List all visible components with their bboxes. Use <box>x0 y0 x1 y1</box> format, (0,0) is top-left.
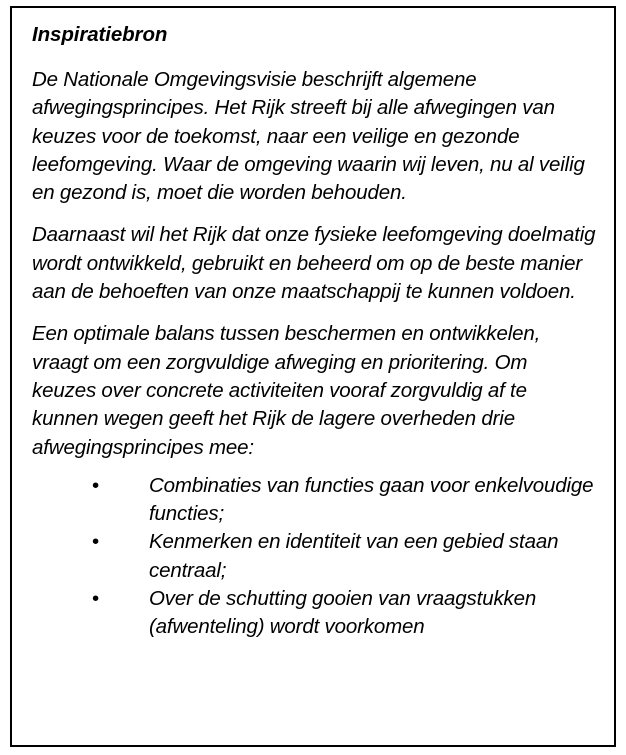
callout-paragraph-1: De Nationale Omgevingsvisie beschrijft algemene afwegingsprincipes. Het Rijk streeft bij alle afwegingen van keuzes voor de toekomst, naar een veilige en gezonde leefomgeving. Waar de omgeving waarin wij leven, nu al veilig en gezond is, moet die worden behouden. <box>32 68 585 205</box>
callout-paragraph-2: Daarnaast wil het Rijk dat onze fysieke leefomgeving doelmatig wordt ontwikkeld, gebruikt en beheerd om op de beste manier aan de behoeften van onze maatschappij te kunnen voldoen. <box>32 223 596 304</box>
bullet-icon: • <box>92 530 100 554</box>
afwegingsprincipes-list <box>32 472 596 642</box>
bullet-icon: • <box>92 473 100 497</box>
callout-content <box>12 8 614 652</box>
inspiratiebron-callout-box <box>10 6 616 747</box>
list-item-text: Combinaties van functies gaan voor enkelvoudige functies; <box>149 473 594 526</box>
list-item <box>32 528 596 585</box>
callout-paragraph-3: Een optimale balans tussen beschermen en ontwikkelen, vraagt om een zorgvuldige afweging en prioritering. Om keuzes over concrete activiteiten vooraf zorgvuldig af te kunnen wegen geeft het Rijk de lagere overheden drie afwegingsprincipes mee: <box>32 322 541 459</box>
list-item <box>32 472 596 529</box>
list-item <box>32 585 596 642</box>
list-item-text: Over de schutting gooien van vraagstukken (afwenteling) wordt voorkomen <box>149 587 537 639</box>
bullet-icon: • <box>92 587 100 611</box>
callout-heading: Inspiratiebron <box>32 23 168 46</box>
list-item-text: Kenmerken en identiteit van een gebied staan centraal; <box>149 530 559 582</box>
